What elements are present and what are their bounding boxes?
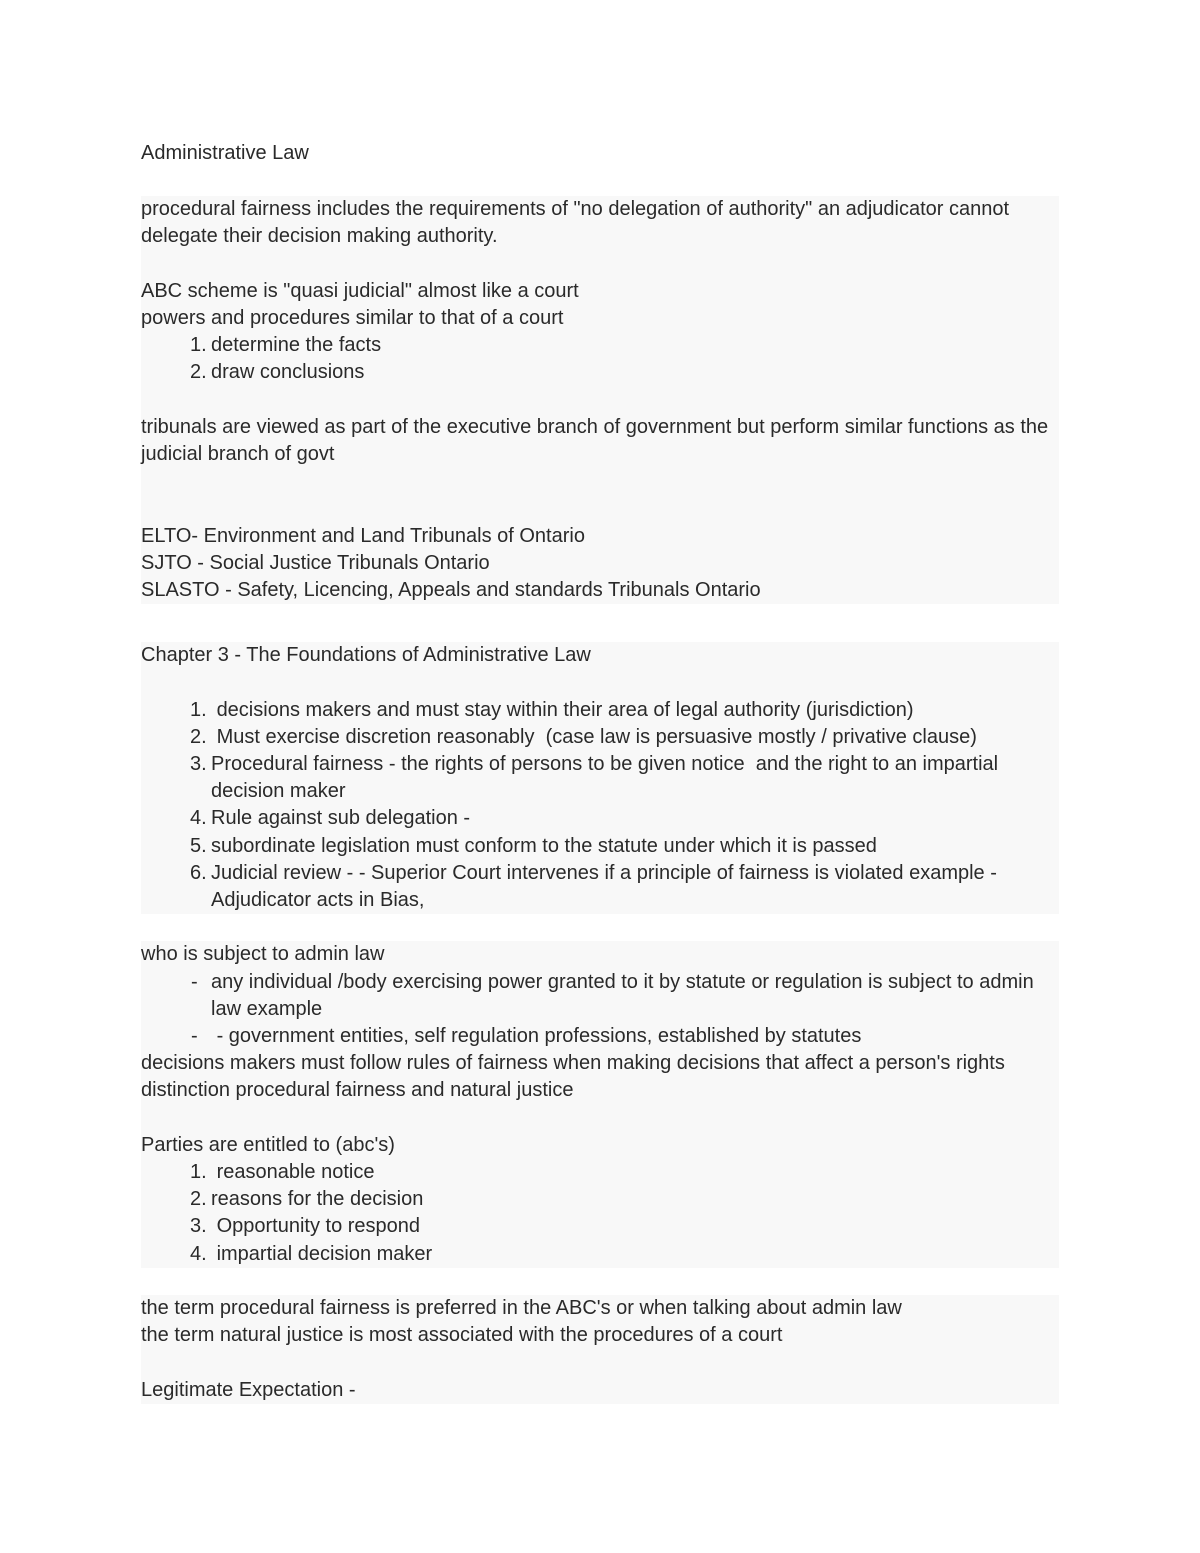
acronym-slasto: SLASTO - Safety, Licencing, Appeals and standards Tribunals Ontario [141, 579, 761, 601]
list-item: 2. reasons for the decision [190, 1188, 424, 1211]
parties-heading: Parties are entitled to (abc's) [141, 1133, 395, 1156]
section-intro [141, 196, 1059, 604]
acronym-sjto: SJTO - Social Justice Tribunals Ontario [141, 551, 490, 574]
paragraph-tribunals: tribunals are viewed as part of the executive branch of government but perform similar functions as the judicial branch of govt [141, 415, 1049, 465]
who-list [141, 969, 1059, 1051]
list-item: 1. reasonable notice [190, 1161, 375, 1184]
decisions-line: decisions makers must follow rules of fairness when making decisions that affect a person's rights [141, 1052, 1005, 1075]
list-item: 1. decisions makers and must stay within their area of legal authority (jurisdiction) [190, 698, 914, 721]
term-natural-justice: the term natural justice is most associated with the procedures of a court [141, 1324, 783, 1347]
list-item: - - government entities, self regulation professions, established by statutes [191, 1025, 862, 1048]
list-item: 5. subordinate legislation must conform to the statute under which it is passed [190, 834, 877, 857]
list-item: 4. impartial decision maker [190, 1242, 433, 1265]
legitimate-expectation: Legitimate Expectation - [141, 1378, 356, 1401]
term-procedural-fairness: the term procedural fairness is preferred in the ABC's or when talking about admin law [141, 1297, 902, 1320]
list-item: 4. Rule against sub delegation - [190, 807, 471, 830]
distinction-line: distinction procedural fairness and natural justice [141, 1079, 574, 1102]
chapter-heading: Chapter 3 - The Foundations of Administrative Law [141, 644, 591, 667]
abc-line-2: powers and procedures similar to that of a court [141, 307, 564, 329]
list-item: 3. Opportunity to respond [190, 1215, 421, 1238]
list-item: 2. Must exercise discretion reasonably (case law is persuasive mostly / privative clause) [190, 725, 977, 748]
abc-list [141, 332, 1059, 386]
abc-line-1: ABC scheme is "quasi judicial" almost like a court [141, 279, 579, 302]
chapter-list [141, 697, 1059, 915]
list-item: 2. draw conclusions [190, 361, 365, 384]
list-item: 6. Judicial review - - Superior Court intervenes if a principle of fairness is violated example - Adjudicator acts in Bias, [190, 861, 997, 912]
list-item: 1. determine the facts [190, 334, 382, 357]
parties-list [141, 1159, 1059, 1268]
document-title: Administrative Law [141, 142, 309, 164]
list-item: 3. Procedural fairness - the rights of persons to be given notice and the right to an impartial decision maker [190, 753, 1004, 803]
who-heading: who is subject to admin law [141, 943, 385, 966]
document-page [141, 140, 1059, 1404]
section-chapter-3 [141, 642, 1059, 1404]
paragraph-no-delegation: procedural fairness includes the requirements of "no delegation of authority" an adjudicator cannot delegate their decision making authority. [141, 198, 1010, 248]
acronym-elto: ELTO- Environment and Land Tribunals of Ontario [141, 524, 585, 547]
list-item: - any individual /body exercising power granted to it by statute or regulation is subject to admin law example [191, 970, 1034, 1020]
